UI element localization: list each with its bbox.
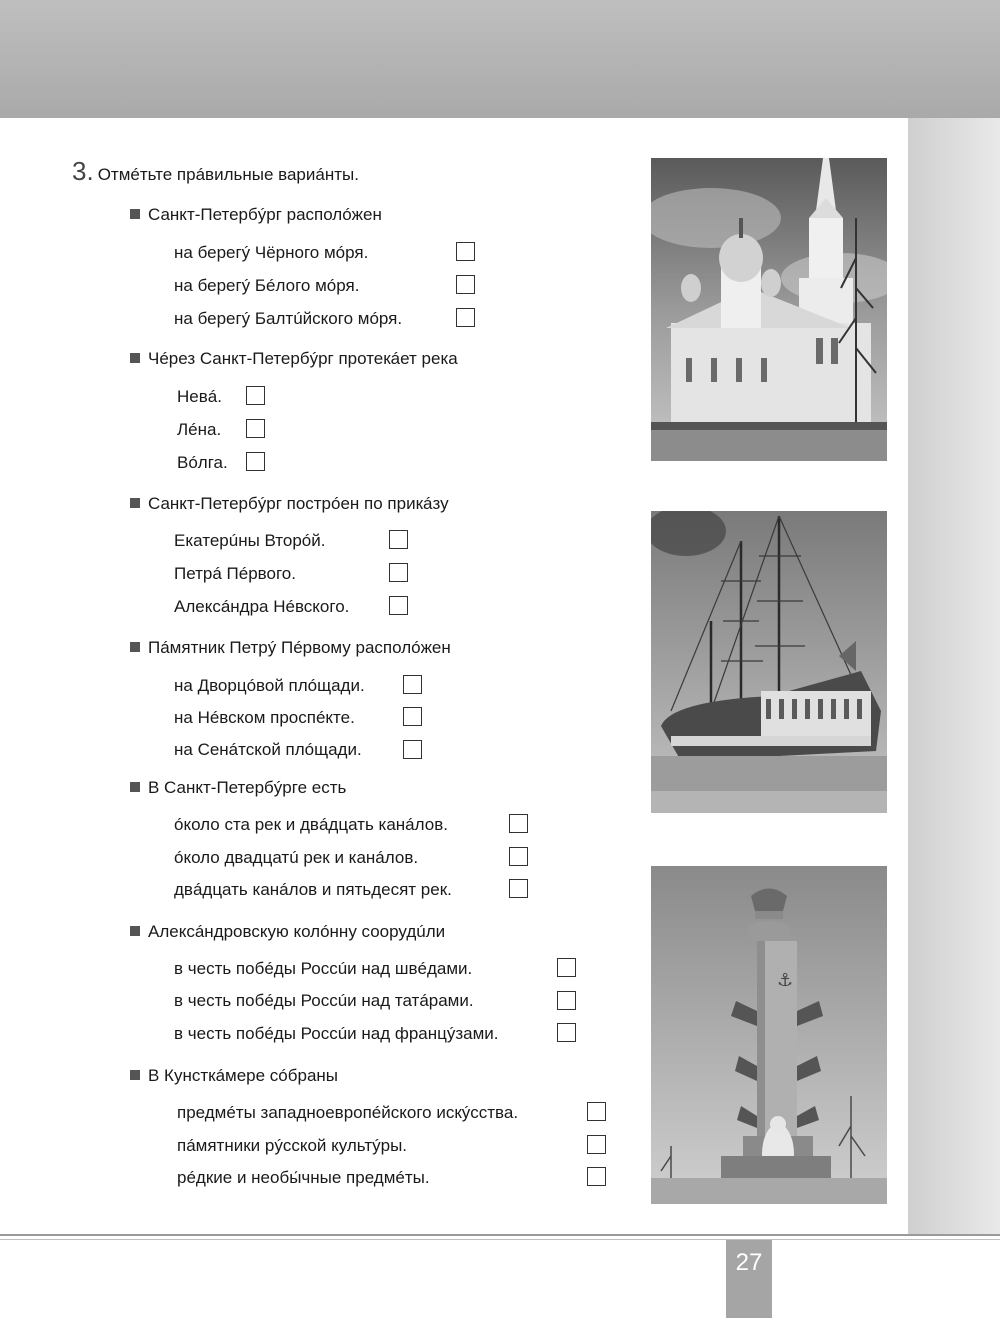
- bullet-square-icon: [130, 209, 140, 219]
- question-text: Санкт-Петербýрг пострóен по прикáзу: [148, 494, 449, 513]
- header-band: [0, 0, 1000, 118]
- bullet-square-icon: [130, 353, 140, 363]
- side-band: [908, 118, 1000, 1234]
- answer-checkbox[interactable]: [509, 847, 528, 866]
- sailing-ship-photo: [651, 511, 887, 813]
- question-5: [130, 778, 346, 798]
- question-7: [130, 1066, 338, 1086]
- answer-checkbox[interactable]: [246, 386, 265, 405]
- option-text: в честь побéды Россúи над татáрами.: [174, 991, 474, 1010]
- option-text: Невá.: [177, 387, 222, 406]
- rostral-column-photo: [651, 866, 887, 1204]
- answer-checkbox[interactable]: [557, 991, 576, 1010]
- answer-checkbox[interactable]: [587, 1102, 606, 1121]
- task-number: 3.: [72, 156, 94, 186]
- option-text: в честь побéды Россúи над францýзами.: [174, 1024, 499, 1043]
- option-text: на Нéвском проспéкте.: [174, 708, 355, 727]
- option-text: на берегý Бéлого мóря.: [174, 276, 360, 295]
- option-text: рéдкие и необы́чные предмéты.: [177, 1168, 430, 1187]
- bullet-square-icon: [130, 926, 140, 936]
- answer-checkbox[interactable]: [456, 242, 475, 261]
- option-text: двáдцать канáлов и пятьдесят рек.: [174, 880, 452, 899]
- answer-checkbox[interactable]: [246, 419, 265, 438]
- option-text: Алексáндра Нéвского.: [174, 597, 350, 616]
- question-text: Алексáндровскую колóнну соорудúли: [148, 922, 446, 941]
- question-6: [130, 922, 445, 942]
- option-text: óколо двадцатú рек и канáлов.: [174, 848, 419, 867]
- option-text: на берегý Чёрного мóря.: [174, 243, 369, 262]
- footer-rule: [0, 1234, 1000, 1236]
- option-text: на Дворцóвой плóщади.: [174, 676, 365, 695]
- question-text: Пáмятник Петрý Пéрвому располóжен: [148, 638, 451, 657]
- cathedral-photo: [651, 158, 887, 461]
- answer-checkbox[interactable]: [246, 452, 265, 471]
- option-text: Петрá Пéрвого.: [174, 564, 296, 583]
- question-text: Чéрез Санкт-Петербýрг протекáет река: [148, 349, 458, 368]
- question-2: [130, 349, 458, 369]
- task-heading: [72, 156, 359, 187]
- option-text: Екатерúны Вторóй.: [174, 531, 326, 550]
- option-text: на Сенáтской плóщади.: [174, 740, 362, 759]
- task-instruction: Отмéтьте прáвильные вариáнты.: [97, 165, 359, 184]
- question-text: В Кунсткáмере сóбраны: [148, 1066, 339, 1085]
- answer-checkbox[interactable]: [587, 1167, 606, 1186]
- bullet-square-icon: [130, 498, 140, 508]
- answer-checkbox[interactable]: [557, 1023, 576, 1042]
- question-3: [130, 494, 449, 514]
- bullet-square-icon: [130, 642, 140, 652]
- question-text: Санкт-Петербýрг располóжен: [148, 205, 382, 224]
- answer-checkbox[interactable]: [587, 1135, 606, 1154]
- question-text: В Санкт-Петербýрге есть: [148, 778, 347, 797]
- option-text: пáмятники рýсской культýры.: [177, 1136, 408, 1155]
- option-text: в честь побéды Россúи над швéдами.: [174, 959, 473, 978]
- bullet-square-icon: [130, 1070, 140, 1080]
- option-text: предмéты западноевропéйского искýсства.: [177, 1103, 519, 1122]
- option-text: óколо ста рек и двáдцать канáлов.: [174, 815, 448, 834]
- footer-rule-thin: [0, 1239, 1000, 1240]
- option-text: Лéна.: [177, 420, 222, 439]
- answer-checkbox[interactable]: [389, 596, 408, 615]
- svg-text:⚓: ⚓: [777, 970, 794, 991]
- answer-checkbox[interactable]: [509, 814, 528, 833]
- page-number: 27: [726, 1240, 772, 1318]
- question-1: [130, 205, 382, 225]
- answer-checkbox[interactable]: [403, 707, 422, 726]
- answer-checkbox[interactable]: [403, 740, 422, 759]
- answer-checkbox[interactable]: [389, 563, 408, 582]
- answer-checkbox[interactable]: [509, 879, 528, 898]
- answer-checkbox[interactable]: [403, 675, 422, 694]
- option-text: Вóлга.: [177, 453, 228, 472]
- bullet-square-icon: [130, 782, 140, 792]
- answer-checkbox[interactable]: [557, 958, 576, 977]
- question-4: [130, 638, 451, 658]
- answer-checkbox[interactable]: [456, 275, 475, 294]
- answer-checkbox[interactable]: [456, 308, 475, 327]
- option-text: на берегý Балтúйского мóря.: [174, 309, 403, 328]
- answer-checkbox[interactable]: [389, 530, 408, 549]
